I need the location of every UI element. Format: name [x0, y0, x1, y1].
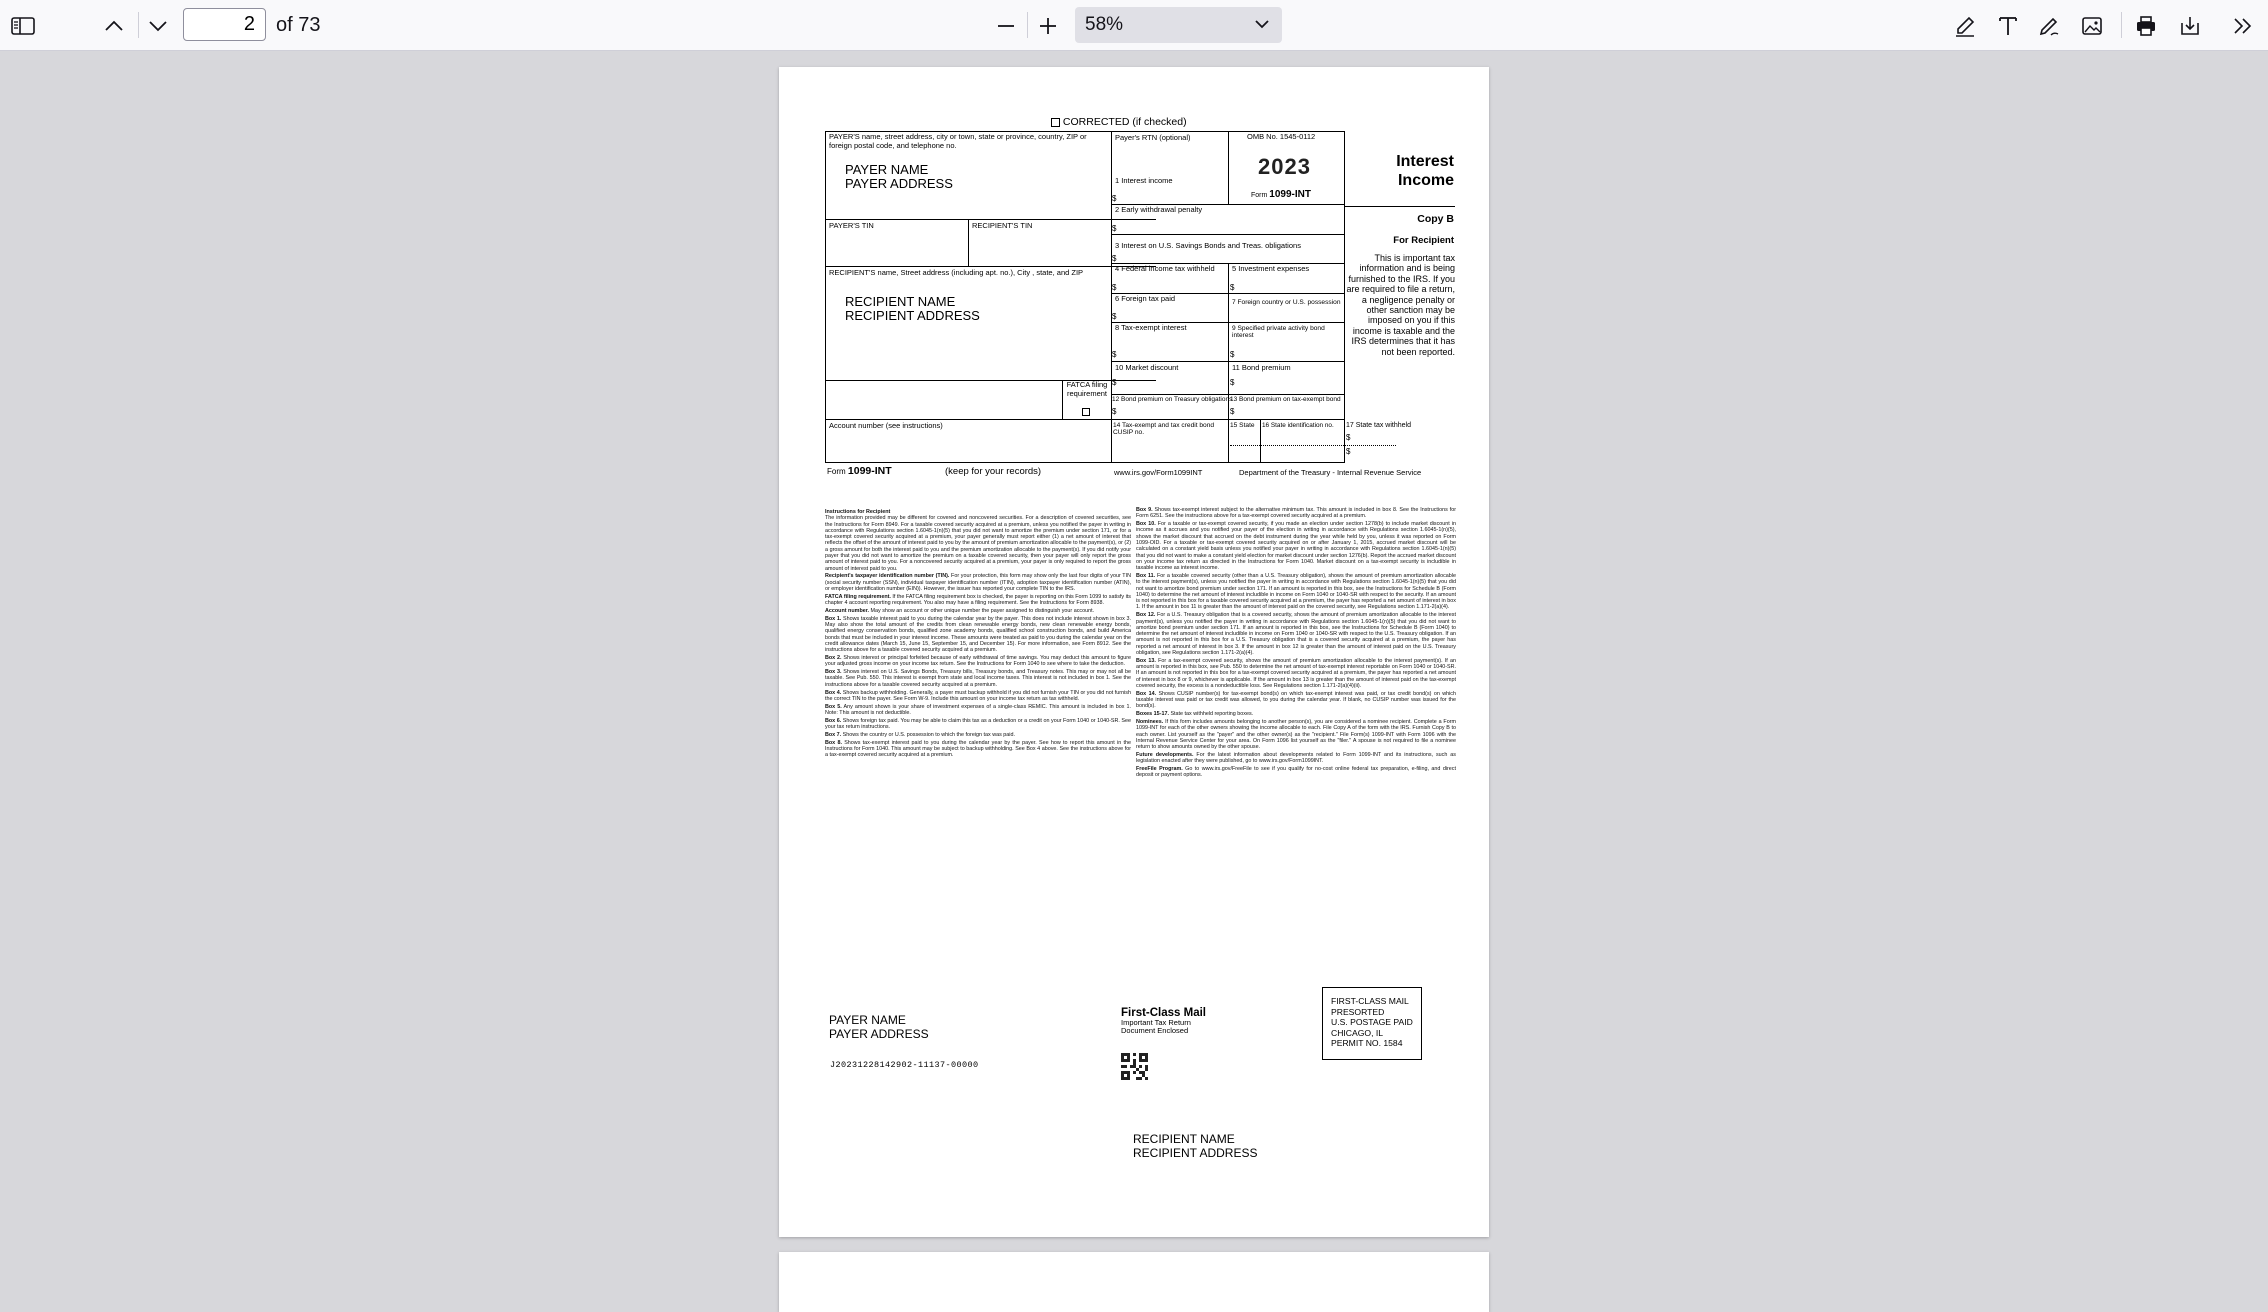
postage-line: CHICAGO, IL	[1331, 1027, 1384, 1038]
recipient-address: RECIPIENT ADDRESS	[845, 308, 980, 323]
sidebar-toggle-icon[interactable]	[8, 11, 38, 41]
instruction-text: For a taxable covered security (other than a U.S. Treasury obligation), shows the amount of premium amortization allocable to the interest payment(s), unless you notified the payer in writing in accordance with Regulations section 1.6045-1(n)(5) that you did not want to amortize bond premium under section 171. If an amount is reported in this box, see the Instructions for Schedule B (Form 1040) to determine the net amount of interest includible in income on Form 1040 or 1040-SR with respect to the security. If an amount is not reported in this box for a taxable covered security acquired at a premium, the payer has reported a net amount of interest in box 1. If the amount in box 11 is greater than the amount of interest paid on the covered security, see Regulations section 1.171-2(a)(4).	[1136, 572, 1456, 611]
corrected-label: CORRECTED (if checked)	[1062, 116, 1187, 128]
save-button[interactable]	[2175, 11, 2205, 41]
notice-text: This is important tax information and is being furnished to the IRS. If you are required to file a return, a negligence penalty or other sanction may be imposed on you if this income is taxable and the IRS determines that it has not been reported.	[1346, 253, 1455, 357]
instruction-heading: Box 9.	[1136, 507, 1153, 513]
instruction-text: Shows taxable interest paid to you during the calendar year by the payer. This does not include interest shown in box 3. May also show the total amount of the credits from clean renewable energy bonds, new clean renewable energy bonds, qualified energy conservation bonds, qualified zone academy bonds, qualified school construction bonds, and build America bonds that must be included in your interest income. These amounts were treated as paid to you during the calendar year on the credit allowance dates (March 15, June 15, September 15, and December 15). For more information, see Form 8912. See the instructions above for a taxable covered security acquired at a premium.	[825, 615, 1131, 654]
box2-dollar: $	[1112, 224, 1117, 233]
omb-number: OMB No. 1545-0112	[1247, 132, 1316, 141]
recipient-label: RECIPIENT'S name, Street address (including apt. no.), City , state, and ZIP	[829, 268, 1084, 277]
footer-dept: Department of the Treasury - Internal Revenue Service	[1239, 468, 1422, 477]
instruction-text: For a taxable or tax-exempt covered security, if you made an election under section 1278(b) to include market discount in income as it accrues and you notified your payer of the election in writing in accordance with Regulations section 1.6045-1(n)(5), shows the market discount that accrued on the debt instrument during the year while held by you, unless it was reported on Form 1099-OID. For a taxable or tax-exempt covered security acquired on or after January 1, 2015, accrued market discount will be calculated on a constant yield basis unless you notified your payer in writing in accordance with Regulations section 1.6045-1(n)(5) that you did not want to make a constant yield election for market discount under section 1276(b). Report the accrued market discount on your income tax return as directed in the Instructions for Form 1040. Market discount on a tax-exempt security is includible in taxable income as interest income.	[1136, 521, 1456, 572]
instruction-paragraph	[1136, 521, 1456, 571]
add-image-button[interactable]	[2077, 11, 2107, 41]
pen-icon	[2037, 14, 2061, 38]
box7-label: 7 Foreign country or U.S. possession	[1232, 299, 1341, 306]
payer-tin-label: PAYER'S TIN	[829, 221, 874, 230]
chevron-down-icon	[1254, 17, 1270, 31]
double-chevron-right-icon	[2232, 16, 2254, 36]
instruction-heading: Box 13.	[1136, 657, 1156, 664]
instruction-paragraph	[825, 509, 1131, 572]
mailer-payer-address: PAYER ADDRESS	[829, 1027, 929, 1041]
instruction-paragraph	[825, 655, 1131, 668]
minus-icon	[996, 16, 1016, 36]
printer-icon	[2134, 14, 2158, 38]
box4-label: 4 Federal income tax withheld	[1115, 264, 1215, 273]
box13-dollar: $	[1230, 407, 1235, 416]
add-text-button[interactable]	[1993, 11, 2023, 41]
payer-label: PAYER'S name, street address, city or town, state or province, country, ZIP or foreign postal code, and telephone no.	[829, 132, 1087, 150]
box9-dollar: $	[1230, 350, 1235, 359]
instruction-paragraph	[1136, 711, 1456, 717]
box11-label: 11 Bond premium	[1232, 363, 1291, 372]
instruction-text: May show an account or other unique number the payer assigned to distinguish your account.	[869, 607, 1095, 614]
box12-label: 12 Bond premium on Treasury obligations	[1112, 396, 1233, 403]
instruction-paragraph	[1136, 658, 1456, 689]
instruction-text: If the FATCA filing requirement box is checked, the payer is reporting on this Form 1099 to satisfy its chapter 4 account reporting requirement. You also may have a filing requirement. See the Instructions for Form 8938.	[825, 593, 1131, 607]
box5-dollar: $	[1230, 283, 1235, 292]
instruction-text: The information provided may be different for covered and noncovered securities. For a description of covered securities, see the Instructions for Form 8949. For a taxable covered security acquired at a premium, unless you notified the payer in writing in accordance with Regulations section 1.6045-1(n)(5) that you did not want to amortize the premium under section 171, or for a tax-exempt covered security acquired at a premium, your payer generally must report either (1) a net amount of interest that reflects the offset of the amount of interest paid to you by the amount of premium amortization allocable to the payment(s), or (2) a gross amount for both the interest paid to you and the premium amortization allocable to the payment(s). If you did notify your payer that you did not want to amortize the premium on a taxable covered security, then your payer will only report the gross amount of interest paid to you. For a noncovered security acquired at a premium, your payer is only required to report the gross amount of interest paid to you.	[825, 515, 1131, 572]
download-icon	[2178, 14, 2202, 38]
box17-label: 17 State tax withheld	[1346, 422, 1411, 429]
instruction-text: Shows interest or principal forfeited because of early withdrawal of time savings. You may deduct this amount to figure your adjusted gross income on your income tax return. See the Instructions for Form 1040 to see where to take the deduction.	[825, 655, 1131, 668]
for-recipient: For Recipient	[1393, 235, 1454, 246]
mailer-recipient-name: RECIPIENT NAME	[1133, 1132, 1235, 1146]
box9-label: 9 Specified private activity bond interest	[1232, 325, 1325, 339]
postage-line: PRESORTED	[1331, 1006, 1385, 1017]
instruction-heading: FATCA filing requirement.	[825, 593, 891, 600]
page-number-input[interactable]: 2	[183, 8, 266, 41]
payer-rtn-label: Payer's RTN (optional)	[1115, 133, 1191, 142]
tracking-number: J20231228142902-11137-00000	[830, 1060, 979, 1070]
box12-dollar: $	[1112, 407, 1117, 416]
instruction-paragraph	[825, 616, 1131, 654]
instruction-heading: Box 11.	[1136, 572, 1156, 579]
instruction-paragraph	[825, 669, 1131, 688]
instruction-paragraph	[825, 690, 1131, 703]
instruction-text: For a U.S. Treasury obligation that is a covered security, shows the amount of premium amortization allocable to the interest payment(s), unless you notified the payer in writing in accordance with Regulations section 1.6045-1(n)(5) that you did not want to amortize bond premium under section 171. If an amount is reported in this box, see the Instructions for Schedule B (Form 1040) to determine the net amount of interest includible in income on Form 1040 or 1040-SR with respect to the U.S. Treasury obligation. If an amount is not reported in this box for a U.S. Treasury obligation that is a covered security acquired at a premium, the payer has reported a net amount of interest in box 3. If the amount in box 12 is greater than the amount of interest paid on the U.S. Treasury obligation, see Regulations section 1.171-2(a)(4).	[1136, 612, 1456, 657]
previous-page-button[interactable]	[99, 12, 129, 40]
instruction-paragraph	[1136, 573, 1456, 611]
zoom-in-button[interactable]	[1033, 12, 1063, 40]
footer-form: Form 1099-INT	[827, 465, 892, 477]
instruction-paragraph	[825, 718, 1131, 731]
more-tools-button[interactable]	[2228, 11, 2258, 41]
box10-dollar: $	[1112, 378, 1117, 387]
instruction-heading: Box 5.	[825, 703, 842, 710]
box17-dollar-1: $	[1346, 433, 1351, 442]
box13-label: 13 Bond premium on tax-exempt bond	[1230, 396, 1341, 403]
instruction-paragraph	[825, 594, 1131, 607]
instruction-text: Any amount shown is your share of investment expenses of a single-class REMIC. This amount is included in box 1. Note: This amount is not deductible.	[825, 703, 1131, 716]
corrected-checkbox[interactable]	[1051, 118, 1060, 127]
instruction-paragraph	[825, 704, 1131, 717]
instruction-text: State tax withheld reporting boxes.	[1168, 711, 1254, 718]
fatca-checkbox[interactable]	[1082, 403, 1090, 421]
box3-dollar: $	[1112, 254, 1117, 263]
footer-keep: (keep for your records)	[945, 466, 1042, 477]
fatca-label: FATCA filing requirement	[1066, 380, 1108, 398]
chevron-up-icon	[104, 19, 124, 33]
pdf-toolbar	[0, 0, 2268, 51]
corrected-checkbox-row	[1051, 116, 1187, 128]
postage-line: U.S. POSTAGE PAID	[1331, 1017, 1413, 1028]
instruction-heading: Recipient's taxpayer identification number (TIN).	[825, 573, 950, 580]
instruction-heading: Account number.	[825, 607, 870, 614]
postage-indicia	[1322, 987, 1422, 1060]
postage-line: PERMIT NO. 1584	[1331, 1038, 1403, 1049]
instruction-text: Shows CUSIP number(s) for tax-exempt bond(s) on which tax-exempt interest was paid, or tax credit bond(s) on which taxable interest was paid or tax credit was allowed, to you during the calendar year. If blank, no CUSIP number was issued for the bond(s).	[1136, 690, 1456, 710]
box6-label: 6 Foreign tax paid	[1115, 294, 1176, 303]
instruction-text: Shows tax-exempt interest paid to you during the calendar year by the payer. See how to report this amount in the Instructions for Form 1040. This amount may be subject to backup withholding. See Box 4 above. See the instructions above for a tax-exempt covered security acquired at a premium.	[825, 739, 1131, 759]
box11-dollar: $	[1230, 378, 1235, 387]
instruction-heading: Nominees.	[1136, 719, 1164, 725]
mailer-recipient-address: RECIPIENT ADDRESS	[1133, 1146, 1258, 1160]
instruction-heading: Box 6.	[825, 717, 842, 724]
chevron-down-icon	[148, 19, 168, 33]
account-label: Account number (see instructions)	[829, 421, 943, 430]
instruction-heading: Box 10.	[1136, 521, 1156, 528]
instruction-text: Shows foreign tax paid. You may be able to claim this tax as a deduction or a credit on your Form 1040 or 1040-SR. See your tax return instructions.	[825, 717, 1131, 730]
instruction-text: Shows the country or U.S. possession to which the foreign tax was paid.	[841, 731, 1015, 738]
instruction-text: Go to www.irs.gov/FreeFile to see if you qualify for no-cost online federal tax preparation, e-filing, and direct deposit or payment options.	[1136, 766, 1456, 779]
instruction-heading: Box 3.	[825, 669, 842, 676]
document-enclosed: Document Enclosed	[1121, 1026, 1189, 1035]
instruction-text: For a tax-exempt covered security, shows the amount of premium amortization allocable to the interest payment(s). If an amount is reported in this box, see Pub. 550 to determine the net amount of tax-exempt interest reportable on Form 1040 or 1040-SR. If an amount is not reported in this box for a tax-exempt covered security acquired at a premium, the payer has reported a net amount of interest in box 8 or 9, whichever is applicable. If the amount in box 13 is greater than the amount of interest paid on the tax-exempt covered security, the excess is a nondeductible loss. See Regulations section 1.171-2(a)(4)(ii).	[1136, 657, 1456, 690]
highlight-button[interactable]	[1950, 11, 1980, 41]
pdf-page	[779, 67, 1489, 1237]
draw-button[interactable]	[2034, 11, 2064, 41]
instructions-left	[825, 509, 1131, 760]
instruction-text: Shows backup withholding. Generally, a payer must backup withhold if you did not furnish your TIN or you did not furnish the correct TIN to the payer. See Form W-9. Include this amount on your income tax return as tax withheld.	[825, 689, 1131, 702]
instruction-heading: Box 14.	[1136, 690, 1157, 697]
copy-b: Copy B	[1417, 213, 1454, 225]
box5-label: 5 Investment expenses	[1232, 264, 1310, 273]
instruction-paragraph	[1136, 766, 1456, 779]
instruction-heading: Future developments.	[1136, 751, 1194, 758]
pdf-page-next	[779, 1252, 1489, 1312]
text-icon	[1996, 14, 2020, 38]
form-label-top: Form 1099-INT	[1251, 189, 1311, 200]
instruction-heading: Boxes 15-17.	[1136, 711, 1169, 718]
zoom-select[interactable]	[1075, 7, 1282, 43]
first-class-title: First-Class Mail	[1121, 1007, 1206, 1019]
box1-dollar: $	[1112, 194, 1117, 203]
plus-icon	[1038, 16, 1058, 36]
qr-code-icon	[1121, 1053, 1148, 1085]
page-count: of 73	[276, 14, 321, 36]
recipient-tin-label: RECIPIENT'S TIN	[972, 221, 1033, 230]
box4-dollar: $	[1112, 283, 1117, 292]
print-button[interactable]	[2131, 11, 2161, 41]
instruction-paragraph	[825, 740, 1131, 759]
box6-dollar: $	[1112, 312, 1117, 321]
box10-label: 10 Market discount	[1115, 363, 1179, 372]
next-page-button[interactable]	[143, 12, 173, 40]
instruction-paragraph	[825, 732, 1131, 738]
box2-label: 2 Early withdrawal penalty	[1115, 205, 1203, 214]
instruction-heading: FreeFile Program.	[1136, 766, 1183, 773]
instruction-heading: Box 12.	[1136, 612, 1156, 619]
instruction-text: If this form includes amounts belonging to another person(s), you are considered a nominee recipient. Complete a Form 1099-INT for each of the other owners showing the income allocable to each. File Copy A of the form with the IRS. Furnish Copy B to each owner. List yourself as the "payer" and the other owner(s) as the "recipient." File Form(s) 1099-INT with Form 1096 with the Internal Revenue Service Center for your area. On Form 1096 list yourself as the "filer." A spouse is not required to file a nominee return to show amounts owned by the other spouse.	[1136, 719, 1456, 751]
instruction-text: For your protection, this form may show only the last four digits of your TIN (social security number (SSN), individual taxpayer identification number (ITIN), adoption taxpayer identification number (ATIN), or employer identification number (EIN)). However, the issuer has reported your complete TIN to the IRS.	[825, 573, 1131, 593]
box16-label: 16 State identification no.	[1262, 422, 1334, 429]
instruction-text: Shows interest on U.S. Savings Bonds, Treasury bills, Treasury bonds, and Treasury notes. This may or may not all be taxable. See Pub. 550. This interest is exempt from state and local income taxes. This interest is not included in box 1. See the instructions above for a taxable covered security acquired at a premium.	[825, 669, 1131, 688]
instruction-heading: Box 8.	[825, 739, 842, 746]
mailer-payer-name: PAYER NAME	[829, 1013, 906, 1027]
instruction-paragraph	[1136, 612, 1456, 656]
footer-url: www.irs.gov/Form1099INT	[1114, 468, 1203, 477]
instruction-paragraph	[825, 573, 1131, 592]
instruction-heading: Box 7.	[825, 731, 842, 738]
mailer-payer	[829, 1013, 929, 1041]
payer-address: PAYER ADDRESS	[845, 176, 953, 191]
instructions-right	[1136, 507, 1456, 780]
box15-label: 15 State	[1230, 422, 1255, 429]
instruction-heading: Box 1.	[825, 615, 842, 622]
instruction-paragraph	[1136, 719, 1456, 750]
instruction-heading: Box 2.	[825, 655, 842, 662]
highlighter-icon	[1953, 14, 1977, 38]
box14-label: 14 Tax-exempt and tax credit bond CUSIP no.	[1113, 422, 1215, 436]
instruction-paragraph	[1136, 691, 1456, 710]
payer-name: PAYER NAME	[845, 162, 929, 177]
box8-label: 8 Tax-exempt interest	[1115, 323, 1187, 332]
instruction-paragraph	[825, 608, 1131, 614]
tax-year: 2023	[1258, 154, 1311, 179]
instruction-text: For the latest information about developments related to Form 1099-INT and its instructions, such as legislation enacted after they were published, go to www.irs.gov/Form1099INT.	[1136, 751, 1456, 765]
mailer-recipient	[1133, 1132, 1257, 1160]
instruction-heading: Box 4.	[825, 689, 842, 696]
instruction-heading: Instructions for Recipient	[825, 509, 891, 515]
state-dotted-line	[1230, 445, 1396, 446]
first-class-block	[1121, 1007, 1206, 1035]
postage-line: FIRST-CLASS MAIL	[1331, 996, 1409, 1006]
form-title: Interest Income	[1396, 153, 1454, 189]
image-icon	[2080, 14, 2104, 38]
recipient-name: RECIPIENT NAME	[845, 294, 956, 309]
zoom-out-button[interactable]	[991, 12, 1021, 40]
instruction-text: Shows tax-exempt interest subject to the alternative minimum tax. This amount is included in box 8. See the Instructions for Form 6251. See the instructions above for a tax-exempt covered security acquired at a premium.	[1136, 507, 1456, 520]
box3-label: 3 Interest on U.S. Savings Bonds and Treas. obligations	[1115, 241, 1301, 250]
box17-dollar-2: $	[1346, 447, 1351, 456]
box1-label: 1 Interest income	[1115, 176, 1173, 185]
important-tax-return: Important Tax Return	[1121, 1018, 1191, 1027]
zoom-value: 58%	[1085, 14, 1124, 35]
box8-dollar: $	[1112, 350, 1117, 359]
instruction-paragraph	[1136, 507, 1456, 520]
instruction-paragraph	[1136, 752, 1456, 765]
